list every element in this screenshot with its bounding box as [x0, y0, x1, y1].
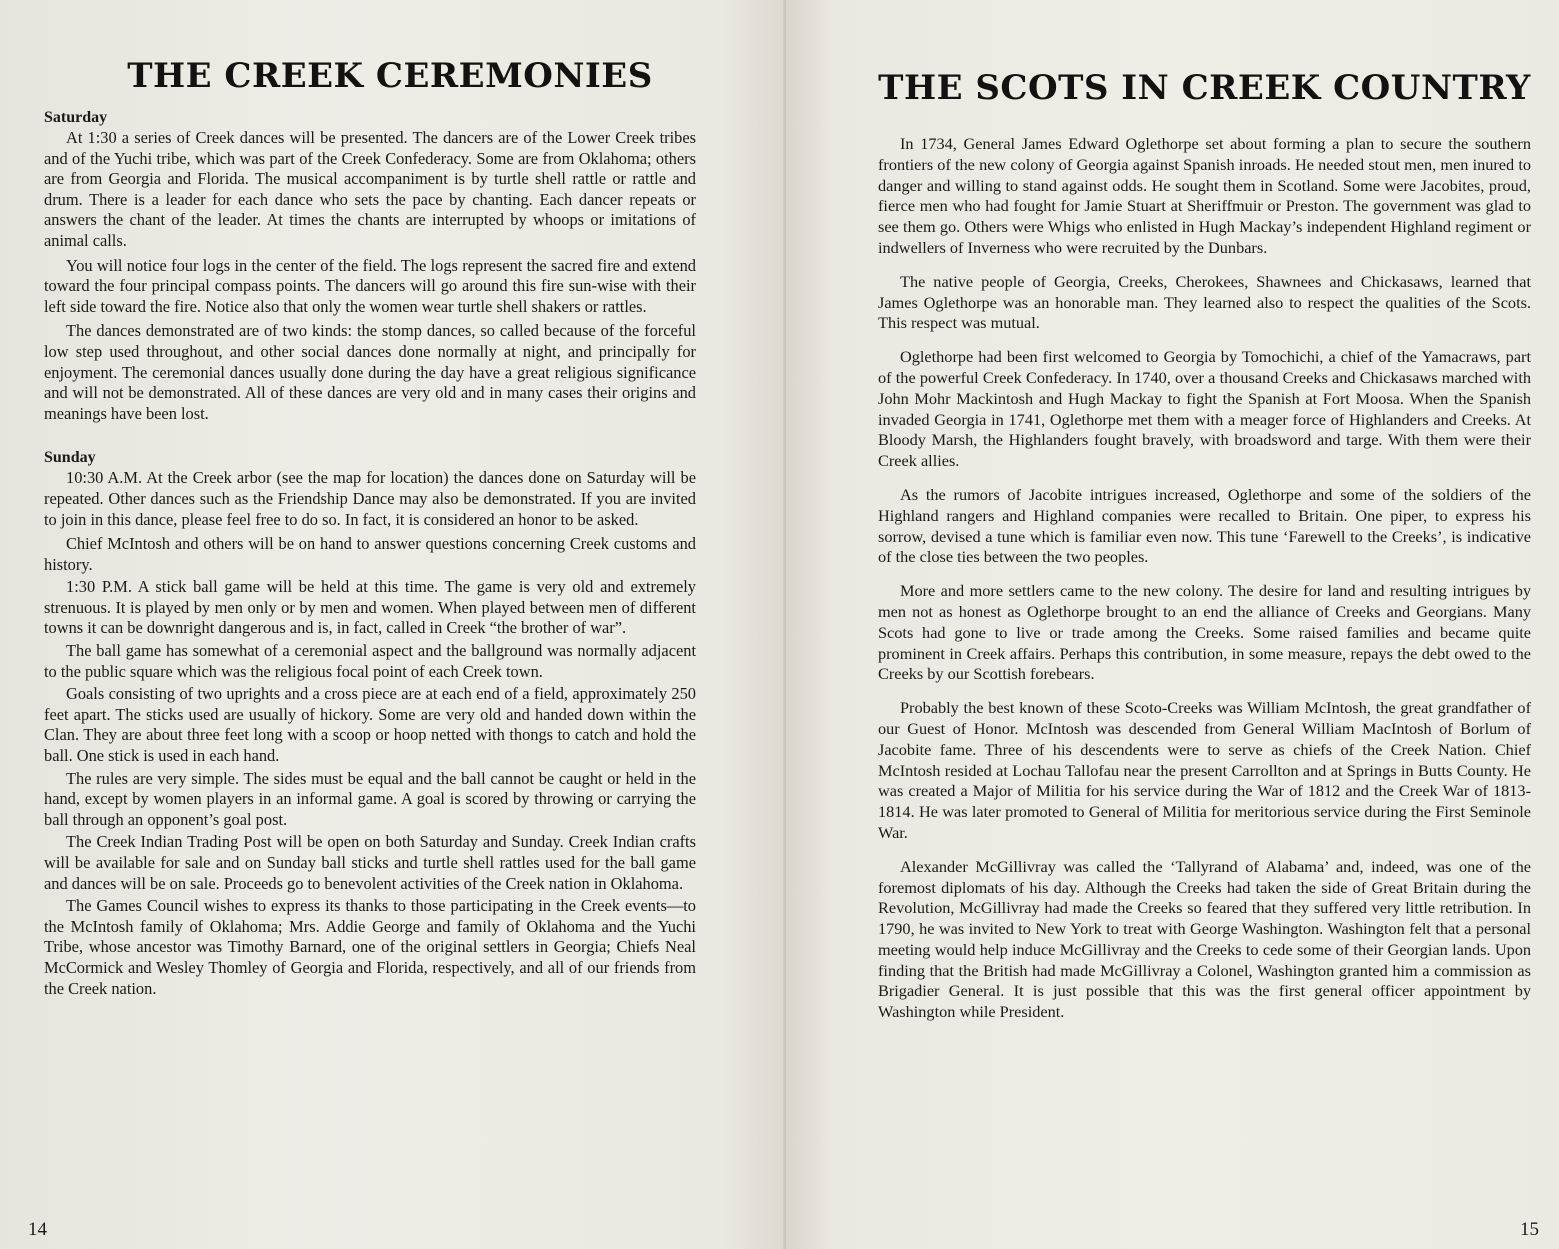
saturday-paragraph: At 1:30 a series of Creek dances will be presented. The dancers are of the Lower Creek tribes and of the Yuchi tribe, which was part of the Creek Confederacy. Some are from Oklahoma; others are from Georgia and Florida. The musical accompaniment is by turtle shell rattle or rattle and drum. There is a leader for each dance who sets the pace by chanting. Each dancer repeats or answers the chant of the leader. At times the chants are interrupted by whoops or imitations of animal calls. — [44, 128, 696, 250]
article-paragraph: In 1734, General James Edward Oglethorpe set about forming a plan to secure the southern frontiers of the new colony of Georgia against Spanish inroads. He needed stout men, men inured to danger and willing to stand against odds. He sought them in Scotland. Some were Jacobites, proud, fierce men who had fought for Jamie Stuart at Sheriffmuir or Preston. The government was glad to see them go. Others were Whigs who enlisted in Hugh Mackay’s independent Highland regiment or indwellers of Inverness who were recruited by the Dunbars. — [878, 134, 1531, 257]
article-paragraph: Alexander McGillivray was called the ‘Tallyrand of Alabama’ and, indeed, was one of the foremost diplomats of his day. Although the Creeks had taken the side of Great Britain during the Revolution, McGillivray had made the Creeks so feared that they suffered very little retribution. In 1790, he was invited to New York to treat with George Washington. Washington felt that a personal meeting would help induce McGillivray and the Creeks to cede some of their Georgian lands. Upon finding that the British had made McGillivray a Colonel, Washington granted him a commission as Brigadier General. It is just possible that this was the first general officer appointment by Washington while President. — [878, 856, 1531, 1022]
sunday-paragraph: The Games Council wishes to express its thanks to those participating in the Creek events—to the McIntosh family of Oklahoma; Mrs. Addie George and family of Oklahoma and the Yuchi Tribe, whose ancestor was Timothy Barnard, one of the original settlers in Georgia; Chiefs Neal McCormick and Wesley Thomley of Georgia and Florida, respectively, and all of our friends from the Creek nation. — [44, 896, 696, 998]
page-number-left: 14 — [28, 1219, 47, 1240]
page-title-creek-ceremonies: THE CREEK CEREMONIES — [127, 56, 653, 96]
saturday-paragraph: The dances demonstrated are of two kinds: the stomp dances, so called because of the forceful low step used throughout, and other social dances done normally at night, and principally for enjoyment. The ceremonial dances usually done during the day have a great religious significance and will not be demonstrated. All of these dances are very old and in many cases their origins and meanings have been lost. — [44, 321, 696, 423]
article-paragraph: Probably the best known of these Scoto-Creeks was William McIntosh, the great grandfather of our Guest of Honor. McIntosh was descended from General William MacIntosh of Borlum of Jacobite fame. Three of his descendents were to serve as chiefs of the Creek Nation. Chief McIntosh resided at Lochau Tallofau near the present Carrollton and at Springs in Butts County. He was created a Major of Militia for his service during the War of 1812 and the Creek War of 1813-1814. He was later promoted to General of Militia for meritorious service during the First Seminole War. — [878, 698, 1531, 842]
sunday-paragraph: Chief McIntosh and others will be on hand to answer questions concerning Creek customs and history. — [44, 534, 696, 574]
article-paragraph: More and more settlers came to the new colony. The desire for land and resulting intrigues by men not as honest as Oglethorpe brought to an end the alliance of Creeks and Georgians. Many Scots had gone to live or trade among the Creeks. Some raised families and became quite prominent in Creek affairs. Perhaps this contribution, in some measure, repays the debt owed to the Creeks by our Scottish forebears. — [878, 581, 1531, 684]
sunday-heading: Sunday — [44, 449, 96, 467]
sunday-paragraph: Goals consisting of two uprights and a cross piece are at each end of a field, approximately 250 feet apart. The sticks used are usually of hickory. Some are very old and handed down within the Clan. They are about three feet long with a scoop or hoop netted with thongs to catch and hold the ball. One stick is used in each hand. — [44, 684, 696, 766]
page-number-right: 15 — [1520, 1219, 1539, 1240]
sunday-paragraph: 1:30 P.M. A stick ball game will be held at this time. The game is very old and extremely strenuous. It is played by men only or by men and women. When played between men of different towns it can be downright dangerous and is, in fact, called in Creek “the brother of war”. — [44, 577, 696, 638]
sunday-paragraph: 10:30 A.M. At the Creek arbor (see the map for location) the dances done on Saturday will be repeated. Other dances such as the Friendship Dance may also be demonstrated. If you are invited to join in this dance, please feel free to do so. In fact, it is considered an honor to be asked. — [44, 468, 696, 529]
saturday-paragraph: You will notice four logs in the center of the field. The logs represent the sacred fire and extend toward the four principal compass points. The dancers will go around this fire sun-wise with their left side toward the fire. Notice also that only the women wear turtle shell shakers or rattles. — [44, 255, 696, 316]
article-paragraph: The native people of Georgia, Creeks, Cherokees, Shawnees and Chickasaws, learned that James Oglethorpe was an honorable man. They learned also to respect the qualities of the Scots. This respect was mutual. — [878, 271, 1531, 333]
sunday-paragraph: The Creek Indian Trading Post will be open on both Saturday and Sunday. Creek Indian crafts will be available for sale and on Sunday ball sticks and turtle shell rattles used for the ball game and dances will be on sale. Proceeds go to benevolent activities of the Creek nation in Oklahoma. — [44, 832, 696, 893]
article-paragraph: Oglethorpe had been first welcomed to Georgia by Tomochichi, a chief of the Yamacraws, part of the powerful Creek Confederacy. In 1740, over a thousand Creeks and Chickasaws marched with John Mohr Mackintosh and Hugh Mackay to fight the Spanish at Fort Moosa. When the Spanish invaded Georgia in 1741, Oglethorpe met them with a meager force of Highlanders and Creeks. At Bloody Marsh, the Highlanders fought bravely, with broadsword and targe. With them were their Creek allies. — [878, 347, 1531, 471]
page-title-scots-in-creek-country: THE SCOTS IN CREEK COUNTRY — [878, 68, 1531, 108]
sunday-paragraph: The rules are very simple. The sides must be equal and the ball cannot be caught or held in the hand, except by women players in an informal game. A goal is scored by throwing or carrying the ball through an opponent’s goal post. — [44, 768, 696, 829]
sunday-paragraph: The ball game has somewhat of a ceremonial aspect and the ballground was normally adjacent to the public square which was the religious focal point of each Creek town. — [44, 641, 696, 681]
right-page — [786, 0, 1559, 1249]
saturday-heading: Saturday — [44, 109, 108, 126]
article-paragraph: As the rumors of Jacobite intrigues increased, Oglethorpe and some of the soldiers of the Highland rangers and Highland companies were recalled to Britain. One piper, to express his sorrow, devised a tune which is familiar even now. This tune ‘Farewell to the Creeks’, is indicative of the close ties between the two peoples. — [878, 484, 1531, 567]
